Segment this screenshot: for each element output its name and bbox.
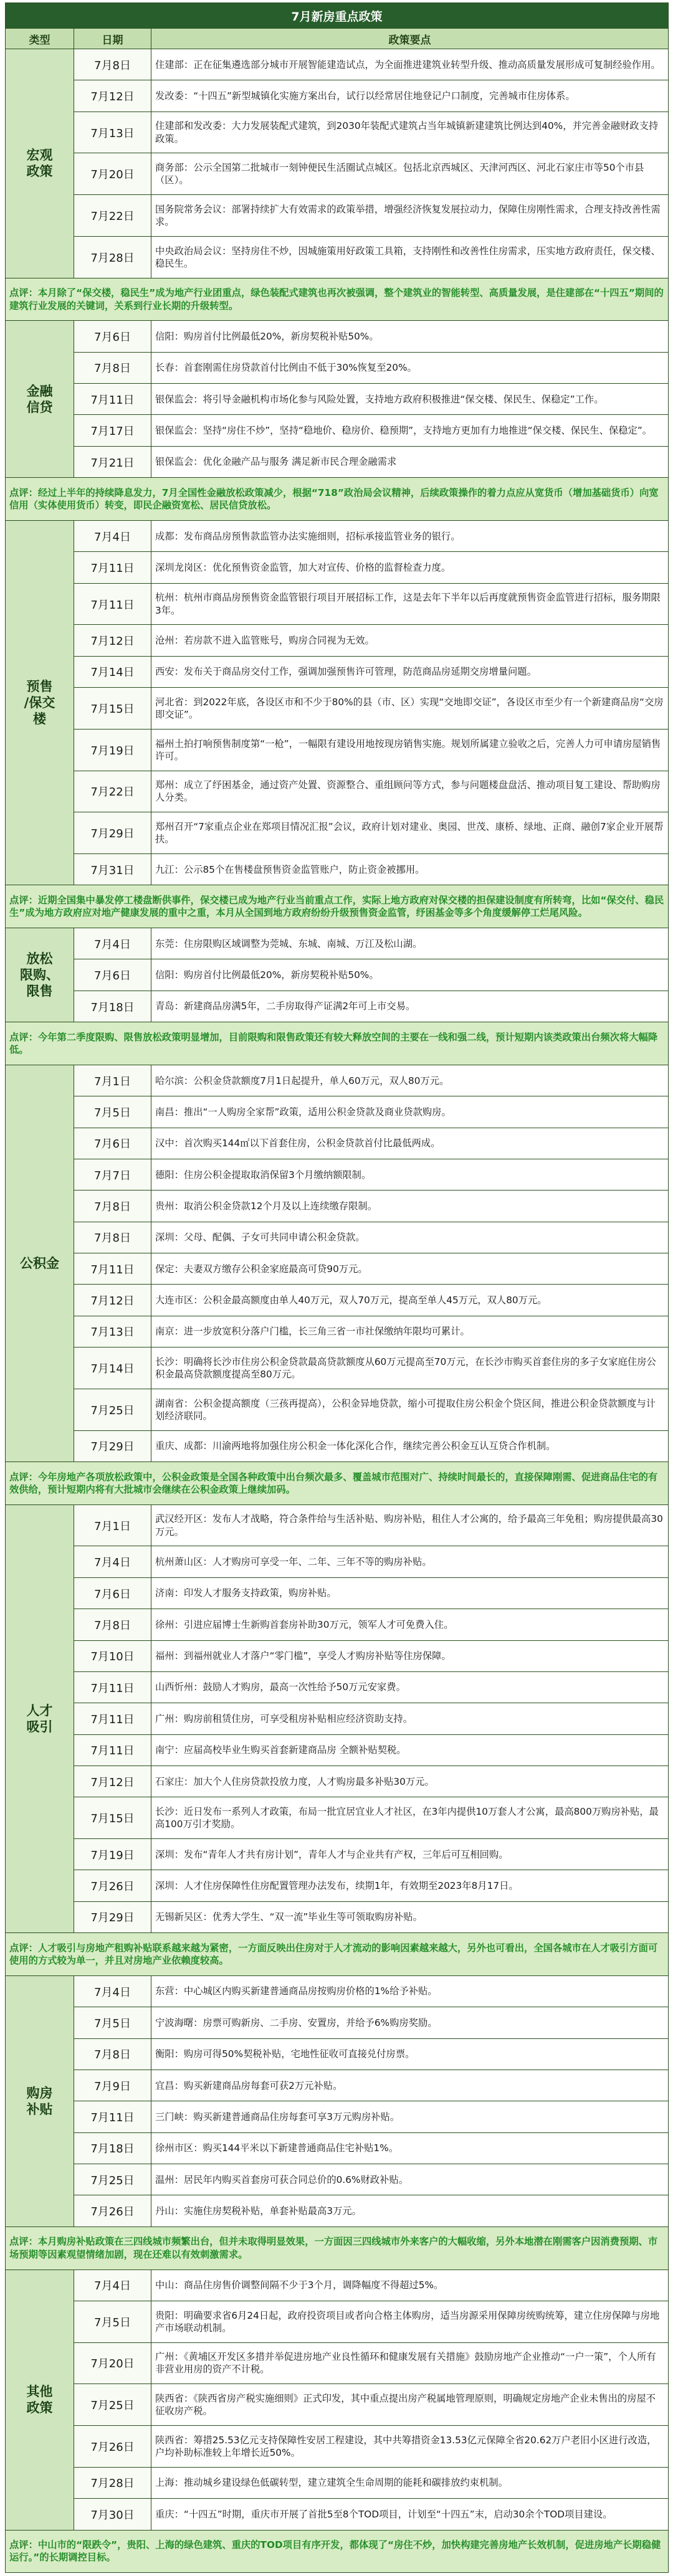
comment-row [6,2227,669,2269]
policy-row [6,446,669,477]
policy-text-cell: 衡阳：购房可得50%契税补贴，宅地性征收可直接兑付房票。 [151,2038,669,2070]
date-cell: 7月14日 [74,656,151,687]
sheet-title: 7月新房重点政策 [6,3,669,29]
date-cell: 7月20日 [74,153,151,195]
date-cell: 7月11日 [74,384,151,415]
policy-text-cell: 深圳：父母、配偶、子女可共同申请公积金贷款。 [151,1222,669,1253]
policy-row [6,1128,669,1159]
policy-text-cell: 徐州：引进应届博士生新购首套房补助30万元，领军人才可免费入住。 [151,1609,669,1640]
policy-text-cell: 长沙：近日发布一系列人才政策，布局一批宜居宜业人才社区，在3年内提供10万套人才公寓，最高800万购房补贴，最高100万引才奖励。 [151,1797,669,1839]
date-cell: 7月11日 [74,1734,151,1766]
policy-row [6,1389,669,1430]
policy-row [6,49,669,80]
date-cell: 7月12日 [74,1766,151,1797]
date-cell: 7月4日 [74,2269,151,2301]
policy-row [6,520,669,551]
policy-text-cell: 贵阳：明确要求省6月24日起，政府投资项目或者向合格主体购房，适当房源采用保障房统购统筹，建立住房保障与房地产市场联动机制。 [151,2301,669,2342]
policy-row [6,195,669,237]
policy-text-cell: 住建部和发改委：大力发展装配式建筑，到2030年装配式建筑占当年城镇新建建筑比例达到40%，并完善金融财政支持政策。 [151,112,669,153]
policy-row [6,2342,669,2384]
comment-cell [6,1933,669,1976]
comment-label: 点评： [9,1471,38,1483]
date-cell: 7月11日 [74,552,151,583]
comment-label: 点评： [9,895,38,906]
category-cell: 公积金 [6,1065,74,1461]
policy-row [6,771,669,812]
date-cell: 7月11日 [74,2101,151,2132]
policy-text-cell: 中山：商品住房售价调整间隔不少于3个月，调降幅度不得超过5%。 [151,2269,669,2301]
date-cell: 7月12日 [74,80,151,112]
policy-row [6,1222,669,1253]
policy-text-cell: 长沙：明确将长沙市住房公积金贷款最高贷款额度从60万元提高至70万元，在长沙市购买首套住房的多子女家庭住房公积金最高贷款额度提高至80万元。 [151,1347,669,1389]
date-cell: 7月18日 [74,2132,151,2164]
comment-row [6,1022,669,1065]
date-cell: 7月5日 [74,2301,151,2342]
policy-row [6,1316,669,1347]
policy-text-cell: 无锡新吴区：优秀大学生、“双一流”毕业生等可领取购房补贴。 [151,1901,669,1932]
policy-text-cell: 福州：到福州就业人才落户“零门槛”，享受人才购房补贴等住房保障。 [151,1640,669,1671]
policy-row [6,1901,669,1932]
policy-row [6,1253,669,1285]
date-cell: 7月14日 [74,1347,151,1389]
date-cell: 7月4日 [74,520,151,551]
comment-cell [6,2530,669,2573]
policy-row [6,1734,669,1766]
comment-cell [6,478,669,521]
date-cell: 7月6日 [74,959,151,991]
date-cell: 7月26日 [74,2426,151,2468]
policy-text-cell: 信阳：购房首付比例最低20%，新房契税补贴50%。 [151,959,669,991]
category-cell: 购房 补贴 [6,1975,74,2227]
policy-row [6,352,669,383]
date-cell: 7月26日 [74,1870,151,1901]
date-cell: 7月28日 [74,236,151,278]
date-cell: 7月8日 [74,352,151,383]
date-cell: 7月28日 [74,2467,151,2498]
header-date: 日期 [74,29,151,49]
policy-row [6,2038,669,2070]
policy-text-cell: 南昌：推出“一人购房全家帮”政策，适用公积金贷款及商业贷款购房。 [151,1096,669,1128]
policy-text-cell: 温州：居民年内购买首套房可获合同总价的0.6%财政补贴。 [151,2164,669,2195]
policy-text-cell: 东莞：住房限购区域调整为莞城、东城、南城、万江及松山湖。 [151,928,669,959]
date-cell: 7月22日 [74,195,151,237]
policy-text-cell: 石家庄：加大个人住房贷款投放力度，人才购房最多补贴30万元。 [151,1766,669,1797]
policy-text-cell: 郑州：成立了纾困基金，通过资产处置、资源整合、重组顾问等方式，参与问题楼盘盘活、推动项目复工建设、帮助购房人分类。 [151,771,669,812]
policy-row [6,2426,669,2468]
date-cell: 7月17日 [74,415,151,446]
policy-row [6,854,669,885]
policy-row [6,2007,669,2038]
date-cell: 7月10日 [74,1640,151,1671]
policy-row [6,1839,669,1870]
policy-row [6,1159,669,1191]
comment-text: 本月除了“保交楼，稳民生”成为地产行业团重点，绿色装配式建筑也再次被强调，整个建筑业的智能转型、高质量发展，是住建部在“十四五”期间的建筑行业发展的关键词，关系到行业长期的升级转型。 [9,287,664,311]
comment-row [6,885,669,928]
date-cell: 7月15日 [74,688,151,730]
policy-row [6,2164,669,2195]
policy-text-cell: 青岛：新建商品房满5年，二手房取得产证满2年可上市交易。 [151,991,669,1022]
policy-text-cell: 深圳龙岗区：优化预售资金监管，加大对宣传、价格的监督检查力度。 [151,552,669,583]
policy-text-cell: 宁波海曙：房票可购新房、二手房、安置房，并给予6%购房奖励。 [151,2007,669,2038]
comment-text: 今年房地产各项放松政策中，公积金政策是全国各种政策中出台频次最多、覆盖城市范围对广、持续时间最长的，直接保障刚需、促进商品住宅的有效供给，预计短期内将有大批城市会继续在公积金政策上继续加码。 [9,1471,658,1495]
policy-text-cell: 长春：首套刚需住房贷款首付比例由不低于30%恢复至20%。 [151,352,669,383]
policy-text-cell: 国务院常务会议：部署持续扩大有效需求的政策举措，增强经济恢复发展拉动力，保障住房刚性需求，合理支持改善性需求。 [151,195,669,237]
policy-row [6,1609,669,1640]
date-cell: 7月13日 [74,1316,151,1347]
date-cell: 7月11日 [74,583,151,625]
policy-row [6,688,669,730]
date-cell: 7月15日 [74,1797,151,1839]
comment-text: 今年第二季度限购、限售放松政策明显增加，目前限购和限售政策还有较大释放空间的主要在一线和强二线，预计短期内该类政策出台频次将大幅降低。 [9,1031,658,1056]
policy-row [6,2499,669,2530]
policy-row [6,2101,669,2132]
policy-row [6,625,669,656]
date-cell: 7月22日 [74,771,151,812]
date-cell: 7月9日 [74,2070,151,2101]
comment-label: 点评： [9,487,38,498]
comment-row [6,278,669,321]
date-cell: 7月25日 [74,1389,151,1430]
policy-row [6,656,669,687]
date-cell: 7月12日 [74,625,151,656]
date-cell: 7月11日 [74,1253,151,1285]
policy-text-cell: 重庆、成都：川渝两地将加强住房公积金一体化深化合作，继续完善公积金互认互贷合作机制。 [151,1430,669,1461]
policy-row [6,1096,669,1128]
date-cell: 7月18日 [74,991,151,1022]
policy-text-cell: 广州：《黄埔区开发区多措并举促进房地产业良性循环和健康发展有关措施》鼓励房地产企业推动“一户一策”，个人所有非营业用房的资产不计税。 [151,2342,669,2384]
policy-row [6,2301,669,2342]
policy-row [6,1065,669,1096]
date-cell: 7月5日 [74,2007,151,2038]
date-cell: 7月25日 [74,2164,151,2195]
policy-text-cell: 郑州召开“7家重点企业在郑项目情况汇报”会议，政府计划对建业、奥园、世茂、康桥、绿地、正商、融创7家企业开展帮扶。 [151,812,669,854]
comment-row [6,1462,669,1505]
policy-text-cell: 西安：发布关于商品房交付工作，强调加强预售许可管理，防范商品房延期交房增量问题。 [151,656,669,687]
comment-text: 本月购房补贴政策在三四线城市频繁出台，但并未取得明显效果，一方面因三四线城市外来客户的大幅收缩，另外本地潜在刚需客户因消费预期、市场预期等因素观望情绪加剧，现在还难以有效刺激需求。 [9,2236,658,2260]
policy-row [6,1671,669,1703]
date-cell: 7月11日 [74,1671,151,1703]
comment-label: 点评： [9,2539,38,2551]
policy-row [6,812,669,854]
policy-text-cell: 河北省：到2022年底，各设区市和不少于80%的县（市、区）实现“交地即交证”，各设区市至少有一个新建商品房“交房即交证”。 [151,688,669,730]
policy-row [6,1703,669,1734]
date-cell: 7月1日 [74,1504,151,1546]
comment-label: 点评： [9,1031,38,1043]
date-cell: 7月29日 [74,1430,151,1461]
date-cell: 7月4日 [74,928,151,959]
policy-text-cell: 徐州市区：购买144平米以下新建普通商品住宅补贴1%。 [151,2132,669,2164]
comment-cell [6,278,669,321]
header-category: 类型 [6,29,74,49]
policy-text-cell: 杭州：杭州市商品房预售资金监管银行项目开展招标工作，这是去年下半年以后再度就预售资金监管进行招标，服务期限3年。 [151,583,669,625]
date-cell: 7月1日 [74,1065,151,1096]
policy-text-cell: 三门峡：购买新建普通商品住房每套可享3万元购房补贴。 [151,2101,669,2132]
policy-text-cell: 武汉经开区：发布人才战略，符合条件给与生活补贴、购房补贴，租住人才公寓的，给予最高三年免租；购房提供最高30万元。 [151,1504,669,1546]
policy-row [6,112,669,153]
date-cell: 7月30日 [74,2499,151,2530]
policy-text-cell: 深圳：发布“青年人才共有房计划”，青年人才与企业共有产权，三年后可互相回购。 [151,1839,669,1870]
policy-row [6,2384,669,2426]
policy-text-cell: 东营：中心城区内购买新建普通商品房按购房价格的1%给予补贴。 [151,1975,669,2007]
date-cell: 7月5日 [74,1096,151,1128]
date-cell: 7月4日 [74,1975,151,2007]
policy-row [6,2195,669,2227]
date-cell: 7月25日 [74,2384,151,2426]
policy-row [6,1766,669,1797]
policy-text-cell: 南宁：应届高校毕业生购买首套新建商品房 全额补贴契税。 [151,1734,669,1766]
comment-cell [6,2227,669,2269]
policy-row [6,583,669,625]
category-cell: 其他 政策 [6,2269,74,2530]
policy-row [6,415,669,446]
policy-row [6,1430,669,1461]
policy-text-cell: 九江：公示85个在售楼盘预售资金监管账户，防止资金被挪用。 [151,854,669,885]
policy-text-cell: 住建部：正在征集遴选部分城市开展智能建造试点，为全面推进建筑业转型升级、推动高质量发展形成可复制经验作用。 [151,49,669,80]
comment-text: 人才吸引与房地产租购补贴联系越来越为紧密，一方面反映出住房对于人才流动的影响因素越来越大，另外也可看出，全国各城市在人才吸引方面可使用的方式较为单一，并且对房地产业依赖度较高。 [9,1942,658,1967]
date-cell: 7月12日 [74,1285,151,1316]
category-cell: 预售 /保交 楼 [6,520,74,885]
policy-row [6,2467,669,2498]
date-cell: 7月4日 [74,1546,151,1577]
policy-row [6,80,669,112]
comment-row [6,1933,669,1976]
date-cell: 7月6日 [74,321,151,352]
policy-row [6,321,669,352]
date-cell: 7月13日 [74,112,151,153]
policy-text-cell: 湖南省：公积金提高额度（三孩再提高），公积金异地贷款，缩小可提取住房公积金个贷区间，推进公积金贷款额度与计划经济联同。 [151,1389,669,1430]
date-cell: 7月29日 [74,1901,151,1932]
policy-text-cell: 商务部：公示全国第二批城市一刻钟便民生活圈试点城区。包括北京西城区、天津河西区、河北石家庄市等50个市县（区）。 [151,153,669,195]
policy-row [6,2070,669,2101]
date-cell: 7月8日 [74,1222,151,1253]
category-cell: 人才 吸引 [6,1504,74,1932]
date-cell: 7月11日 [74,1703,151,1734]
comment-text: 中山市的“限跌令”，贵阳、上海的绿色建筑、重庆的TOD项目有序开发，都体现了“房住不炒，加快构建完善房地产长效机制，促进房地产长期稳健运行。”的长期调控目标。 [9,2539,661,2564]
date-cell: 7月21日 [74,446,151,477]
date-cell: 7月7日 [74,1159,151,1191]
policy-text-cell: 银保监会：坚持“房住不炒”，坚持“稳地价、稳房价、稳预期”，支持地方更加有力地推进“保交楼、保民生、保稳定”。 [151,415,669,446]
comment-label: 点评： [9,287,38,299]
date-cell: 7月31日 [74,854,151,885]
date-cell: 7月19日 [74,729,151,771]
policy-row [6,1347,669,1389]
policy-text-cell: 银保监会：将引导金融机构市场化参与风险处置，支持地方政府积极推进“保交楼、保民生、保稳定”工作。 [151,384,669,415]
category-cell: 金融 信贷 [6,321,74,478]
policy-text-cell: 发改委：“十四五”新型城镇化实施方案出台，试行以经常居住地登记户口制度，完善城市住房体系。 [151,80,669,112]
policy-text-cell: 大连市区：公积金最高额度由单人40万元，双人70万元，提高至单人45万元，双人80万元。 [151,1285,669,1316]
policy-row [6,729,669,771]
policy-text-cell: 重庆：“十四五”时期，重庆市开展了首批5至8个TOD项目，计划至“十四五”末，启动30余个TOD项目建设。 [151,2499,669,2530]
date-cell: 7月6日 [74,1128,151,1159]
policy-row [6,1640,669,1671]
comment-row [6,478,669,521]
comment-text: 经过上半年的持续降息发力，7月全国性金融放松政策减少，根据“718”政治局会议精神，后续政策操作的着力点应从宽货币（增加基础货币）向宽信用（实体使用货币）转变，即民企融资宽松、居民信贷放松。 [9,487,659,511]
comment-cell [6,1462,669,1505]
comment-cell [6,885,669,928]
header-content: 政策要点 [151,29,669,49]
policy-table [5,2,669,2573]
comment-label: 点评： [9,1942,38,1954]
policy-text-cell: 保定：夫妻双方缴存公积金家庭最高可贷90万元。 [151,1253,669,1285]
policy-row [6,1191,669,1222]
policy-body [6,49,669,2573]
policy-sheet [5,2,668,2573]
comment-cell [6,1022,669,1065]
date-cell: 7月8日 [74,49,151,80]
policy-row [6,1870,669,1901]
policy-text-cell: 广州：购房前租赁住房，可享受租房补贴相应经济资助支持。 [151,1703,669,1734]
policy-row [6,1546,669,1577]
policy-text-cell: 济南：印发人才服务支持政策，购房补贴。 [151,1577,669,1609]
policy-text-cell: 南京：进一步放宽积分落户门槛，长三角三省一市社保缴纳年限均可累计。 [151,1316,669,1347]
policy-row [6,1975,669,2007]
policy-row [6,1504,669,1546]
policy-text-cell: 哈尔滨：公积金贷款额度7月1日起提升，单人60万元，双人80万元。 [151,1065,669,1096]
date-cell: 7月20日 [74,2342,151,2384]
date-cell: 7月19日 [74,1839,151,1870]
policy-row [6,1797,669,1839]
policy-text-cell: 杭州萧山区：人才购房可享受一年、二年、三年不等的购房补贴。 [151,1546,669,1577]
policy-row [6,1577,669,1609]
date-cell: 7月8日 [74,2038,151,2070]
policy-text-cell: 贵州：取消公积金贷款12个月及以上连续缴存限制。 [151,1191,669,1222]
date-cell: 7月29日 [74,812,151,854]
policy-row [6,552,669,583]
policy-text-cell: 银保监会：优化金融产品与服务 满足新市民合理金融需求 [151,446,669,477]
policy-text-cell: 信阳：购房首付比例最低20%，新房契税补贴50%。 [151,321,669,352]
policy-row [6,2269,669,2301]
policy-text-cell: 上海：推动城乡建设绿色低碳转型，建立建筑全生命周期的能耗和碳排放约束机制。 [151,2467,669,2498]
policy-text-cell: 山西忻州：鼓励人才购房，最高一次性给予50万元安家费。 [151,1671,669,1703]
comment-text: 近期全国集中暴发停工楼盘断供事件，保交楼已成为地产行业当前重点工作，实际上地方政府对保交楼的担保建设制度有所转弯，比如“保交付、稳民生”成为地方政府应对地产健康发展的重中之重，本月从全国到地方政府纷纷升级预售资金监管，纾困基金等多个角度缓解停工烂尾风险。 [9,895,664,919]
date-cell: 7月26日 [74,2195,151,2227]
policy-text-cell: 福州土拍打响预售制度第“一枪”，一幅限有建设用地按现房销售实施。规划所属建立验收之后，完善人力可申请房屋销售许可。 [151,729,669,771]
policy-text-cell: 中央政治局会议：坚持房住不炒，因城施策用好政策工具箱，支持刚性和改善性住房需求，压实地方政府责任，保交楼、稳民生。 [151,236,669,278]
date-cell: 7月8日 [74,1609,151,1640]
policy-text-cell: 成都：发布商品房预售款监管办法实施细则，招标承接监管业务的银行。 [151,520,669,551]
policy-row [6,991,669,1022]
policy-text-cell: 丹山：实施住房契税补贴，单套补贴最高3万元。 [151,2195,669,2227]
policy-text-cell: 宜昌：购买新建商品房每套可获2万元补贴。 [151,2070,669,2101]
policy-row [6,2132,669,2164]
date-cell: 7月8日 [74,1191,151,1222]
category-cell: 宏观 政策 [6,49,74,278]
policy-row [6,1285,669,1316]
policy-row [6,384,669,415]
policy-text-cell: 沧州：若房款不进入监管账号，购房合同视为无效。 [151,625,669,656]
policy-text-cell: 陕西省：《陕西省房产税实施细则》正式印发，其中重点提出房产税属地管理原则，明确规定房地产企业未售出的房屋不征收房产税。 [151,2384,669,2426]
policy-row [6,928,669,959]
date-cell: 7月6日 [74,1577,151,1609]
policy-row [6,959,669,991]
policy-row [6,236,669,278]
comment-row [6,2530,669,2573]
policy-text-cell: 深圳：人才住房保障性住房配置管理办法发布，续期1年，有效期至2023年8月17日。 [151,1870,669,1901]
policy-text-cell: 陕西省：筹措25.53亿元支持保障性安居工程建设，其中共筹措资金13.53亿元保障全省20.62万户老旧小区进行改造，户均补助标准较上年增长近50%。 [151,2426,669,2468]
category-cell: 放松 限购、 限售 [6,928,74,1022]
policy-text-cell: 汉中：首次购买144㎡以下首套住房，公积金贷款首付比最低两成。 [151,1128,669,1159]
policy-row [6,153,669,195]
comment-label: 点评： [9,2236,38,2248]
policy-text-cell: 德阳：住房公积金提取取消保留3个月缴纳额限制。 [151,1159,669,1191]
